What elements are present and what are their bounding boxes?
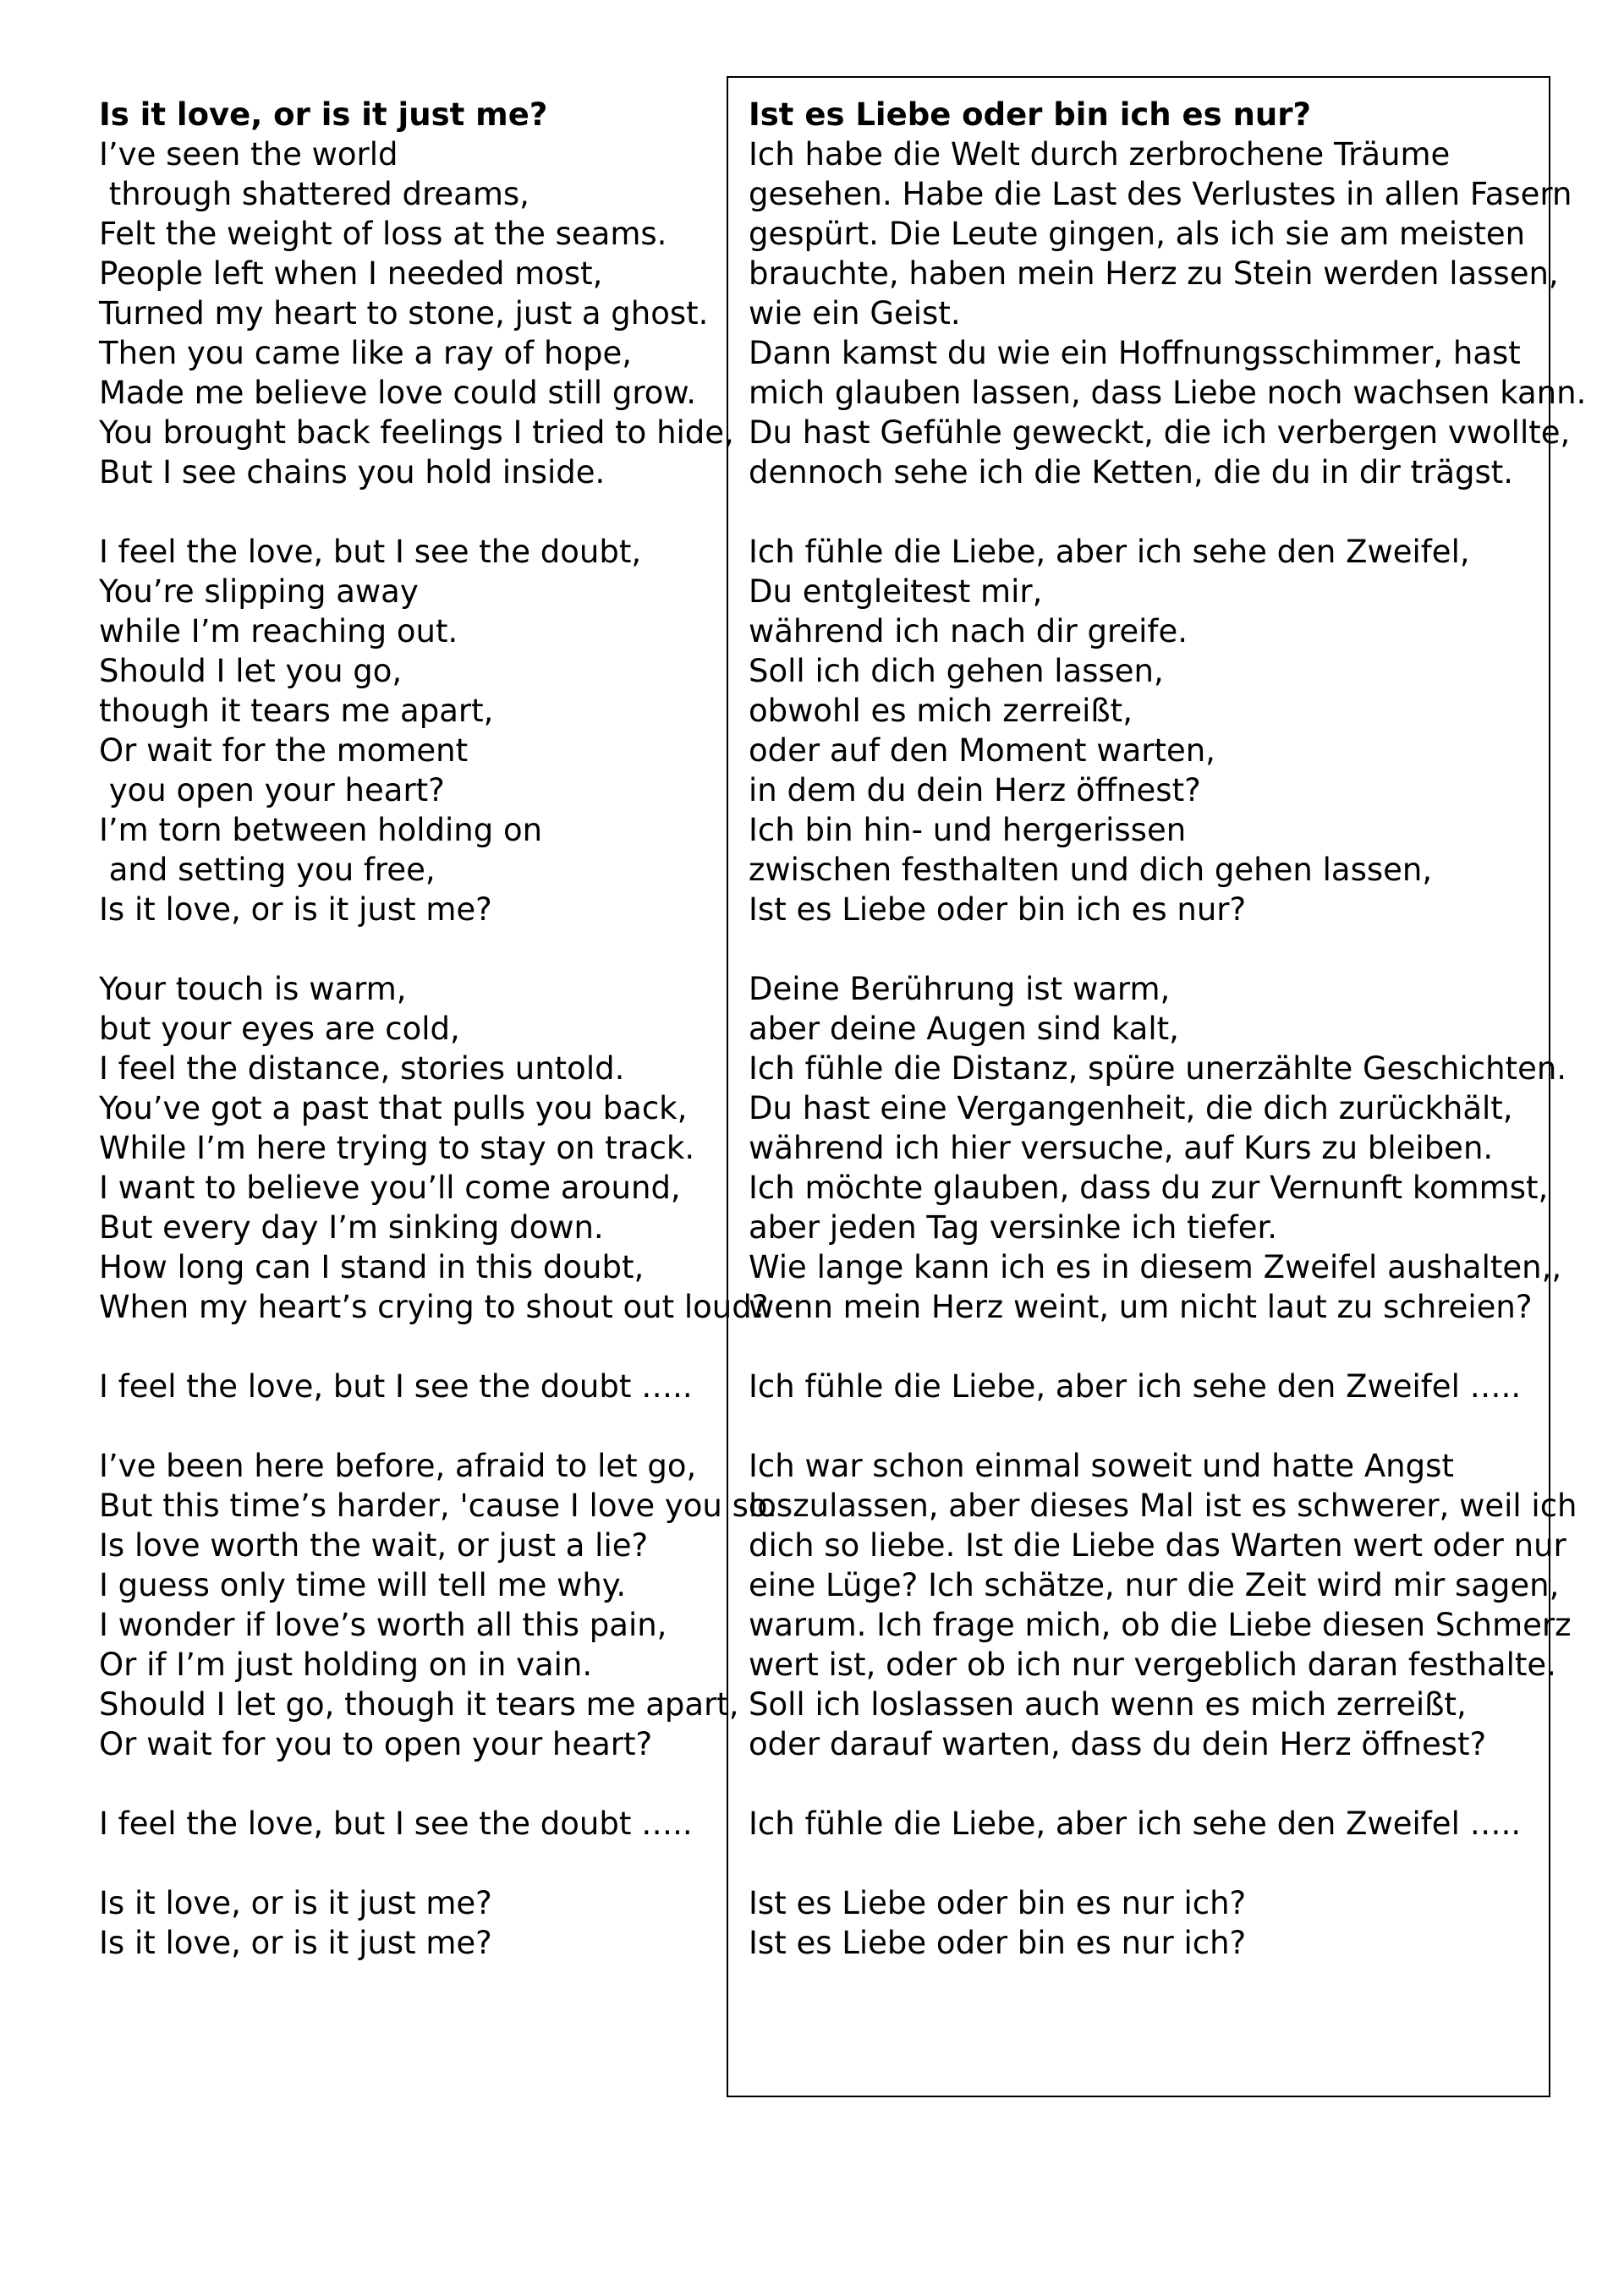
german-lyric-line: Ich war schon einmal soweit und hatte Angst (749, 1448, 1454, 1484)
german-lyric-line: Du entgleitest mir, (749, 573, 1043, 610)
english-lyric-line: Or wait for you to open your heart? (99, 1726, 653, 1762)
german-lyric-line: in dem du dein Herz öffnest? (749, 772, 1201, 808)
english-lyric-line: How long can I stand in this doubt, (99, 1249, 645, 1285)
english-lyric-line: and setting you free, (99, 852, 436, 888)
stanza-gap (749, 1406, 1544, 1446)
english-lyric-line: I feel the love, but I see the doubt, (99, 534, 642, 570)
german-lyric-line: Ist es Liebe oder bin es nur ich? (749, 1925, 1247, 1961)
english-stanza (99, 969, 769, 1327)
german-lyric-line: wert ist, oder ob ich nur vergeblich daran festhalte. (749, 1647, 1556, 1683)
english-lyric-line: Or if I’m just holding on in vain. (99, 1647, 593, 1683)
english-lyric-line: When my heart’s crying to shout out loud? (99, 1289, 769, 1325)
german-lyric-line: mich glauben lassen, dass Liebe noch wachsen kann. (749, 375, 1587, 411)
english-lyric-line: But every day I’m sinking down. (99, 1209, 604, 1246)
german-lyric-line: brauchte, haben mein Herz zu Stein werden lassen, (749, 255, 1559, 292)
english-stanza (99, 1883, 725, 1963)
stanza-gap (749, 1327, 1544, 1367)
english-lyric-line: You brought back feelings I tried to hide, (99, 414, 734, 451)
german-lyric-line: während ich nach dir greife. (749, 613, 1188, 649)
stanza-gap (749, 1764, 1544, 1804)
german-lyric-line: Dann kamst du wie ein Hoffnungsschimmer, hast (749, 335, 1521, 371)
stanza-gap (99, 929, 725, 969)
german-lyric-line: oder darauf warten, dass du dein Herz öffnest? (749, 1726, 1487, 1762)
german-lyric-line: gespürt. Die Leute gingen, als ich sie am meisten (749, 216, 1526, 252)
german-stanza (749, 1883, 1544, 1963)
english-lyric-line: Is it love, or is it just me? (99, 891, 492, 928)
stanza-gap (749, 492, 1544, 532)
german-lyric-line: während ich hier versuche, auf Kurs zu bleiben. (749, 1130, 1494, 1166)
english-lyric-line: I feel the love, but I see the doubt ….. (99, 1806, 693, 1842)
english-lyric-line: People left when I needed most, (99, 255, 603, 292)
english-lyric-line: I’ve seen the world (99, 136, 398, 173)
english-lyric-line: Is it love, or is it just me? (99, 1925, 492, 1961)
english-lyric-line: Is it love, or is it just me? (99, 1885, 492, 1921)
english-lyric-line: Should I let you go, (99, 653, 403, 689)
english-stanza (99, 532, 725, 929)
german-lyric-line: Ist es Liebe oder bin ich es nur? (749, 891, 1247, 928)
english-lyric-line: I’m torn between holding on (99, 812, 543, 848)
stanza-gap (99, 1764, 725, 1804)
german-lyric-line: Soll ich dich gehen lassen, (749, 653, 1164, 689)
german-lyric-line: loszulassen, aber dieses Mal ist es schwerer, weil ich (749, 1488, 1577, 1524)
german-title: Ist es Liebe oder bin ich es nur? (749, 96, 1311, 133)
german-stanza (749, 134, 1587, 492)
english-lyric-line: but your eyes are cold, (99, 1011, 460, 1047)
german-lyric-line: Ich fühle die Distanz, spüre unerzählte Geschichten. (749, 1050, 1567, 1087)
german-lyrics-column (749, 95, 1587, 1963)
stanza-gap (749, 1844, 1544, 1883)
german-lyric-line: Du hast Gefühle geweckt, die ich verbergen vwollte, (749, 414, 1571, 451)
german-stanzas (749, 134, 1587, 1963)
german-lyric-line: Ist es Liebe oder bin es nur ich? (749, 1885, 1247, 1921)
german-lyric-line: dennoch sehe ich die Ketten, die du in dir trägst. (749, 454, 1514, 490)
german-lyric-line: Du hast eine Vergangenheit, die dich zurückhält, (749, 1090, 1513, 1126)
german-lyric-line: Ich fühle die Liebe, aber ich sehe den Zweifel ….. (749, 1368, 1522, 1405)
english-lyric-line: But this time’s harder, 'cause I love you so. (99, 1488, 777, 1524)
english-lyric-line: You’re slipping away (99, 573, 419, 610)
english-lyric-line: I feel the love, but I see the doubt ….. (99, 1368, 693, 1405)
german-lyric-line: aber jeden Tag versinke ich tiefer. (749, 1209, 1278, 1246)
english-title: Is it love, or is it just me? (99, 96, 548, 133)
german-stanza (749, 1804, 1544, 1844)
english-stanza (99, 1804, 725, 1844)
german-lyric-line: oder auf den Moment warten, (749, 732, 1215, 769)
english-lyric-line: while I’m reaching out. (99, 613, 458, 649)
german-lyric-line: eine Lüge? Ich schätze, nur die Zeit wird mir sagen, (749, 1567, 1560, 1603)
german-lyric-line: Deine Berührung ist warm, (749, 971, 1171, 1007)
german-lyric-line: Ich habe die Welt durch zerbrochene Träume (749, 136, 1451, 173)
stanza-gap (99, 1406, 725, 1446)
english-lyric-line: I wonder if love’s worth all this pain, (99, 1607, 667, 1643)
english-lyric-line: Turned my heart to stone, just a ghost. (99, 295, 709, 332)
german-lyric-line: gesehen. Habe die Last des Verlustes in allen Fasern (749, 176, 1572, 212)
english-lyric-line: Made me believe love could still grow. (99, 375, 696, 411)
english-lyric-line: While I’m here trying to stay on track. (99, 1130, 695, 1166)
german-lyric-line: Ich fühle die Liebe, aber ich sehe den Zweifel ….. (749, 1806, 1522, 1842)
english-stanza (99, 134, 734, 492)
english-lyric-line: Your touch is warm, (99, 971, 407, 1007)
english-lyric-line: I’ve been here before, afraid to let go, (99, 1448, 697, 1484)
german-lyric-line: Ich bin hin- und hergerissen (749, 812, 1187, 848)
english-lyric-line: Is love worth the wait, or just a lie? (99, 1527, 649, 1564)
german-lyric-line: Ich fühle die Liebe, aber ich sehe den Zweifel, (749, 534, 1470, 570)
german-stanza (749, 1367, 1544, 1406)
german-lyric-line: wie ein Geist. (749, 295, 961, 332)
stanza-gap (99, 1844, 725, 1883)
german-lyric-line: Wie lange kann ich es in diesem Zweifel aushalten,, (749, 1249, 1562, 1285)
english-lyric-line: You’ve got a past that pulls you back, (99, 1090, 688, 1126)
english-lyric-line: But I see chains you hold inside. (99, 454, 606, 490)
german-lyric-line: wenn mein Herz weint, um nicht laut zu schreien? (749, 1289, 1533, 1325)
german-lyric-line: Ich möchte glauben, dass du zur Vernunft kommst, (749, 1170, 1549, 1206)
english-lyric-line: I feel the distance, stories untold. (99, 1050, 625, 1087)
english-lyric-line: Should I let go, though it tears me apart, (99, 1686, 739, 1723)
german-stanza (749, 969, 1567, 1327)
german-lyric-line: aber deine Augen sind kalt, (749, 1011, 1179, 1047)
english-stanza (99, 1446, 777, 1764)
german-stanza (749, 1446, 1577, 1764)
german-lyric-line: zwischen festhalten und dich gehen lassen, (749, 852, 1433, 888)
english-lyric-line: you open your heart? (99, 772, 445, 808)
english-lyric-line: I guess only time will tell me why. (99, 1567, 627, 1603)
german-lyric-line: Soll ich loslassen auch wenn es mich zerreißt, (749, 1686, 1467, 1723)
english-lyrics-column (99, 95, 777, 1963)
german-stanza (749, 532, 1544, 929)
stanza-gap (749, 929, 1544, 969)
stanza-gap (99, 1327, 725, 1367)
english-lyric-line: though it tears me apart, (99, 693, 494, 729)
german-lyric-line: dich so liebe. Ist die Liebe das Warten wert oder nur (749, 1527, 1566, 1564)
english-stanzas (99, 134, 777, 1963)
german-lyric-line: obwohl es mich zerreißt, (749, 693, 1133, 729)
english-stanza (99, 1367, 725, 1406)
english-lyric-line: I want to believe you’ll come around, (99, 1170, 681, 1206)
english-lyric-line: Or wait for the moment (99, 732, 469, 769)
english-lyric-line: through shattered dreams, (99, 176, 529, 212)
english-lyric-line: Then you came like a ray of hope, (99, 335, 633, 371)
english-lyric-line: Felt the weight of loss at the seams. (99, 216, 667, 252)
german-lyric-line: warum. Ich frage mich, ob die Liebe diesen Schmerz (749, 1607, 1572, 1643)
stanza-gap (99, 492, 725, 532)
